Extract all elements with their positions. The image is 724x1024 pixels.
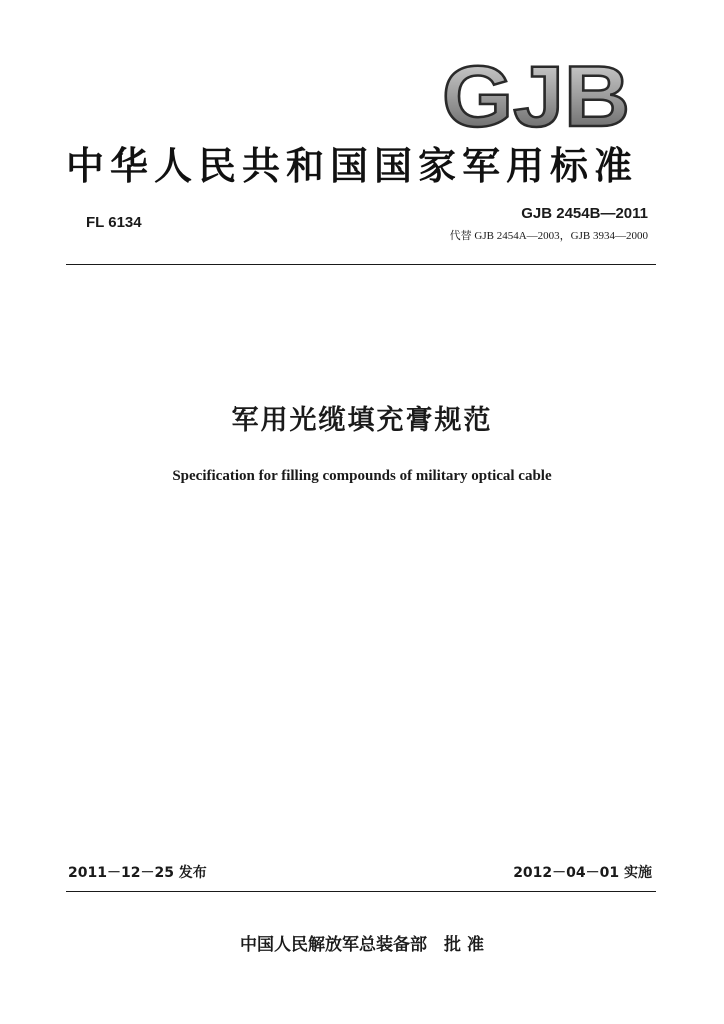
standard-number: GJB 2454B—2011: [521, 205, 648, 222]
gjb-logo: [438, 54, 634, 138]
approving-authority: 中国人民解放军总装备部 批 准: [240, 935, 484, 955]
implementation-date: 2012－04－01 实施: [513, 865, 652, 881]
issue-date: 2011－12－25 发布: [68, 865, 207, 881]
replaces-standards: 代替 GJB 2454A—2003，GJB 3934—2000: [449, 230, 648, 242]
header-title: 中华人民共和国国家军用标准: [66, 144, 639, 188]
top-divider: [66, 264, 656, 265]
logo-text: GJB: [442, 54, 630, 138]
classification-code: FL 6134: [86, 214, 142, 231]
document-title-cn: 军用光缆填充膏规范: [231, 405, 493, 436]
document-title-en: Specification for filling compounds of military optical cable: [172, 468, 552, 484]
bottom-divider: [66, 891, 656, 892]
